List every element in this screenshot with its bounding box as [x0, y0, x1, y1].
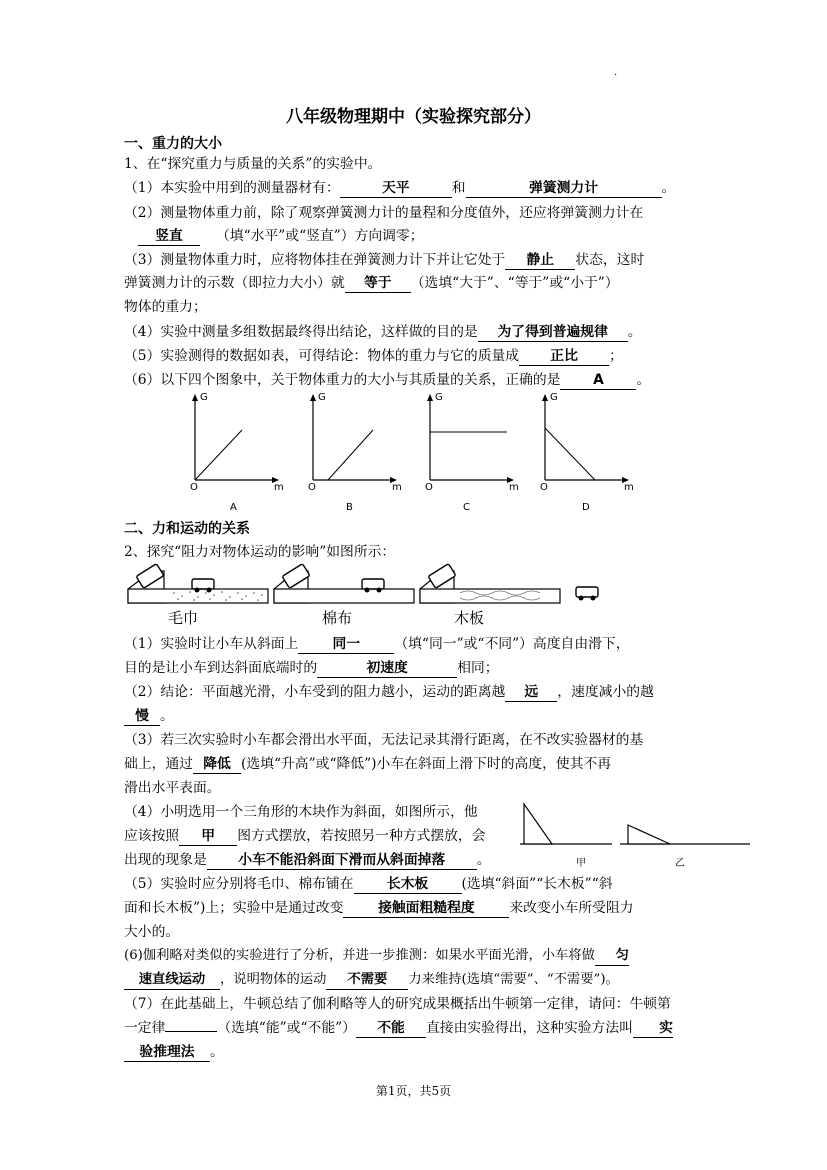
- surface-label-wood: 木板: [454, 609, 485, 627]
- q2-part7-line2: 一定律 （选填“能”或“不能”） 不能 直接由实验得出，这种实验方法叫 实: [124, 1020, 673, 1036]
- q2-part7-line3: 验推理法 。: [124, 1042, 224, 1062]
- section2-heading: 二、力和运动的关系: [124, 521, 250, 537]
- q2-part6-line1: (6)伽利略对类似的实验进行了分析，并进一步推测：如果水平面光滑，小车将做 匀: [124, 946, 629, 966]
- graph-a: G O m A: [190, 392, 284, 513]
- q1-part3-line2: 弹簧测力计的示数（即拉力大小）就 等于 （选填“大于”、“等于”或“小于”）: [124, 275, 619, 291]
- q2-part1-line1: （1）实验时让小车从斜面上 同一 （填“同一”或“不同”）高度自由滑下，: [124, 636, 630, 652]
- answer-blank: 不需要: [326, 971, 408, 990]
- answer-blank: A: [560, 371, 636, 390]
- q1-part2-line2: 竖直 （填“水平”或“竖直”）方向调零；: [124, 226, 424, 246]
- q2-intro: 2、探究“阻力对物体运动的影响”如图所示：: [124, 544, 396, 560]
- q2-part4-line3: 出现的现象是 小车不能沿斜面下滑而从斜面掉落 。: [124, 852, 491, 868]
- q1-part3-line3: 物体的重力；: [124, 299, 207, 315]
- q1-part5: （5）实验测得的数据如表，可得结论：物体的重力与它的质量成 正比 ；: [124, 348, 623, 364]
- q1-part3-line1: （3）测量物体重力时，应将物体挂在弹簧测力计下并让它处于 静止 状态，这时: [124, 252, 645, 268]
- q1-part2-line1: （2）测量物体重力前，除了观察弹簧测力计的量程和分度值外，还应将弹簧测力计在: [124, 205, 644, 221]
- q2-part2-line2: 慢 。: [124, 706, 174, 726]
- answer-blank: 不能: [356, 1019, 426, 1038]
- page-footer: 第1页，共5页: [375, 1084, 452, 1098]
- answer-blank: 接触面粗糙程度: [343, 899, 509, 918]
- graph-c: G O m C: [425, 392, 519, 513]
- answer-blank: [165, 1031, 217, 1032]
- answer-blank: 匀: [595, 947, 629, 966]
- answer-blank: 速直线运动: [124, 971, 220, 990]
- incline-label-yi: 乙: [675, 858, 685, 869]
- answer-blank: 验推理法: [124, 1043, 210, 1062]
- answer-blank: 弹簧测力计: [466, 179, 662, 198]
- q2-part5-line3: 大小的。: [124, 924, 180, 940]
- answer-blank: 竖直: [138, 227, 200, 246]
- answer-blank: 为了得到普遍规律: [478, 323, 628, 342]
- q1-part1: （1）本实验中用到的测量器材有： 天平 和 弹簧测力计 。: [124, 180, 676, 196]
- answer-blank: 长木板: [354, 875, 462, 894]
- answer-blank: 甲: [179, 827, 237, 846]
- answer-blank: 小车不能沿斜面下滑而从斜面掉落: [207, 851, 477, 870]
- graph-b: G O m B: [308, 392, 402, 513]
- q2-part3-line2: 础上，通过 降低 (选填“升高”或“降低”)小车在斜面上滑下时的高度，使其不再: [124, 756, 612, 772]
- incline-label-jia: 甲: [576, 858, 586, 869]
- section1-heading: 一、重力的大小: [124, 136, 222, 152]
- q2-part1-line2: 目的是让小车到达斜面底端时的 初速度 相同；: [124, 660, 499, 676]
- q2-part5-line2: 面和长木板”)上；实验中是通过改变 接触面粗糙程度 来改变小车所受阻力: [124, 900, 634, 916]
- answer-blank: 降低: [193, 755, 241, 774]
- q2-part7-line1: （7）在此基础上，牛顿总结了伽利略等人的研究成果概括出牛顿第一定律，请问：牛顿第: [124, 996, 671, 1012]
- q1-part6: （6）以下四个图象中，关于物体重力的大小与其质量的关系，正确的是 A 。: [124, 372, 651, 388]
- answer-blank: 慢: [124, 707, 160, 726]
- q2-part4-line2: 应该按照 甲 图方式摆放，若按照另一种方式摆放，会: [124, 828, 486, 844]
- answer-blank: 等于: [345, 274, 411, 293]
- page-dot: ·: [614, 70, 618, 81]
- answer-blank: 正比: [519, 347, 609, 366]
- answer-blank: 天平: [340, 179, 452, 198]
- q2-part5-line1: （5）实验时应分别将毛巾、棉布铺在 长木板 (选填“斜面”“长木板”“斜: [124, 876, 613, 892]
- answer-blank: 静止: [505, 251, 575, 270]
- q2-part3-line1: （3）若三次实验时小车都会滑出水平面，无法记录其滑行距离，在不改实验器材的基: [124, 732, 644, 748]
- incline-figures: [520, 800, 760, 850]
- graph-d: G O m D: [540, 392, 634, 513]
- q2-part3-line3: 滑出水平表面。: [124, 780, 221, 796]
- surface-label-cotton: 棉布: [322, 609, 353, 627]
- answer-blank: 远: [505, 683, 557, 702]
- q2-part6-line2: 速直线运动 ，说明物体的运动 不需要 力来维持(选填“需要”、“不需要”)。: [124, 970, 619, 990]
- answer-blank: 同一: [298, 635, 394, 654]
- q1-intro: 1、在“探究重力与质量的关系”的实验中。: [124, 156, 382, 172]
- surface-label-towel: 毛巾: [168, 609, 199, 627]
- answer-blank: 初速度: [317, 659, 457, 678]
- q2-part4-line1: （4）小明选用一个三角形的木块作为斜面，如图所示，他: [124, 804, 478, 820]
- answer-blank: 实: [633, 1019, 673, 1038]
- page-title: 八年级物理期中（实验探究部分）: [286, 107, 541, 127]
- q1-part4: （4）实验中测量多组数据最终得出结论，这样做的目的是 为了得到普遍规律 。: [124, 324, 642, 340]
- q2-part2-line1: （2）结论：平面越光滑，小车受到的阻力越小，运动的距离越 远 ，速度减小的越: [124, 684, 654, 700]
